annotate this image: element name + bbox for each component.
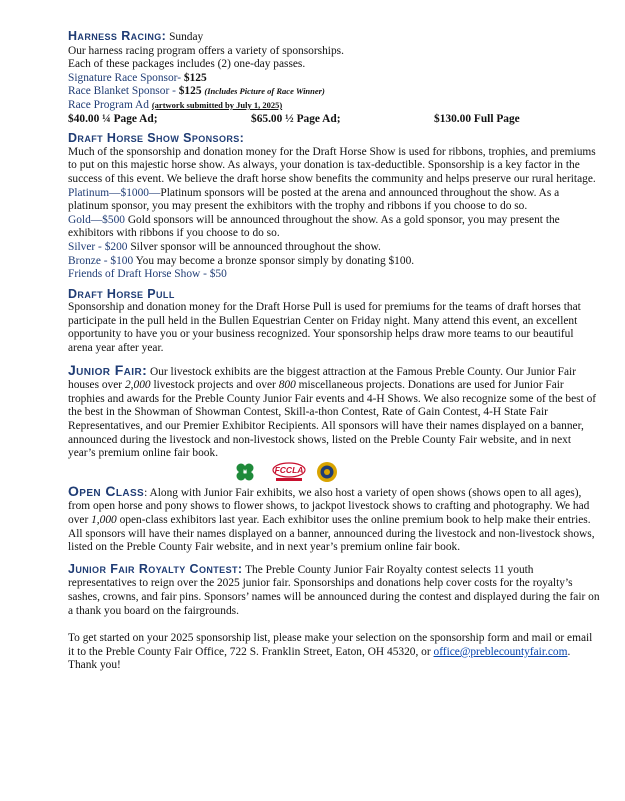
royalty-section: [68, 563, 600, 618]
harness-section: [68, 30, 600, 126]
closing-section: [68, 632, 600, 673]
gold-label: Gold—$500: [68, 213, 125, 226]
draft-show-heading: Draft Horse Show Sponsors:: [68, 131, 245, 146]
clover-logo-icon: [234, 461, 256, 483]
bronze-text: You may become a bronze sponsor simply by donating $100.: [133, 254, 415, 267]
open-class-body-a: : Along with Junior Fair exhibits, we also host a variety of open shows (shows open to all ages), from open horse and pony shows to flower shows, to jackpot livestock shows to crafting and photography. We had over: [68, 486, 590, 526]
junior-fair-num-misc: 800: [278, 379, 296, 392]
silver-label: Silver - $200: [68, 240, 128, 253]
junior-fair-body-b: livestock projects and over: [150, 379, 279, 392]
harness-intro-1: Our harness racing program offers a variety of sponsorships.: [68, 44, 344, 57]
friends-label: Friends of Draft Horse Show - $50: [68, 268, 227, 281]
price-full-page: $130.00 Full Page: [434, 112, 520, 125]
price-half-page: $65.00 ½ Page Ad;: [251, 112, 341, 125]
harness-intro-2: Each of these packages includes (2) one-day passes.: [68, 58, 306, 71]
junior-fair-logos: [68, 461, 600, 485]
fccla-logo-icon: [272, 461, 306, 483]
closing-text-1: To get started on your 2025 sponsorship list, please make your selection on the sponsorship form and mail or email it to the Preble County Fair Office, 722 S. Franklin Street, Eaton, OH 45320, or: [68, 632, 593, 658]
platinum-label: Platinum—$1000—: [68, 186, 161, 199]
draft-show-body: Much of the sponsorship and donation money for the Draft Horse Show is used for ribbons, trophies, and premiums to put on this majestic horse show. As always, your donation is tax-deductible. Sponsorship is a key factor in the success of this event. We believe the draft horse show benefits the community and helps preserve our rural heritage.: [68, 145, 596, 185]
platinum-text: Platinum sponsors will be posted at the arena and announced throughout the show. As a platinum sponsor, you may present the exhibitors with the trophy and ribbons if you choose to do so.: [68, 186, 560, 213]
open-class-num-exhibitors: 1,000: [91, 514, 117, 526]
program-ad-label: Race Program Ad: [68, 98, 149, 111]
junior-fair-section: [68, 361, 600, 485]
junior-fair-heading: Junior Fair:: [68, 361, 148, 378]
draft-pull-section: [68, 288, 600, 356]
junior-fair-body-a: Our livestock exhibits are the biggest attraction at the Famous Preble County. Our Junior Fair houses over: [68, 365, 576, 392]
junior-fair-num-projects: 2,000: [124, 379, 151, 392]
signature-sponsor-label: Signature Race Sponsor-: [68, 71, 182, 84]
draft-pull-body: Sponsorship and donation money for the Draft Horse Pull is used for premiums for the teams of draft horses that participate in the pull held in the Bullen Equestrian Center on Friday night. Many attend this event, an excellent opportunity to have you or your business recognized. Your sponsorship helps draw more teams to our beautiful arena year after year.: [68, 301, 581, 355]
program-ad-prices: [68, 113, 600, 127]
junior-fair-body-c: miscellaneous projects. Donations are used for Junior Fair trophies and awards for the Preble County Junior Fair events and 4-H Shows. We also recognize some of the best of the best in the Showman of Showman Contest, Skill-a-thon Contest, Rate of Gain Contest, 4-H State Fair Representatives, and our Premier Exhibitor Recipients. All sponsors will have their names displayed on a banner, announced during the livestock and non-livestock shows, listed on the Preble County Fair website, and in next year’s premium online fair book.: [68, 379, 597, 460]
harness-heading: Harness Racing:: [68, 29, 167, 43]
document-page: [68, 30, 600, 673]
svg-text:H: H: [243, 469, 247, 476]
silver-text: Silver sponsor will be announced throughout the show.: [127, 240, 381, 253]
bronze-label: Bronze - $100: [68, 254, 134, 267]
royalty-body: The Preble County Junior Fair Royalty contest selects 11 youth representatives to reign over the 2025 junior fair. Sponsorships and donations help cover costs for the royalty’s sashes, crowns, and fair pins. Sponsors’ names will be announced during the contest and displayed during the fair on a thank you board on the fairgrounds.: [68, 563, 600, 617]
open-class-body-b: open-class exhibitors last year. Each exhibitor uses the online premium book to help make their entries. All sponsors will have their names displayed on a banner, announced during the livestock and non-livestock shows, listed on the Preble County Fair website, and in next year’s premium online fair book.: [68, 514, 595, 554]
blanket-sponsor-note: (Includes Picture of Race Winner): [204, 86, 325, 97]
signature-sponsor-price: $125: [183, 71, 207, 84]
draft-show-section: [68, 132, 600, 282]
program-ad-note: (artwork submitted by July 1, 2025): [151, 99, 283, 110]
closing-text-2: . Thank you!: [68, 645, 571, 672]
ffa-emblem-icon: [316, 461, 338, 483]
fccla-logo-text: FCCLA: [274, 464, 304, 475]
royalty-heading: Junior Fair Royalty Contest:: [68, 561, 243, 576]
draft-pull-heading: Draft Horse Pull: [68, 286, 175, 301]
office-email-link[interactable]: office@preblecountyfair.com: [433, 645, 568, 658]
open-class-heading: Open Class: [68, 482, 145, 499]
price-quarter-page: $40.00 ¼ Page Ad;: [68, 112, 158, 125]
blanket-sponsor-price: $125: [178, 85, 202, 98]
gold-text: Gold sponsors will be announced throughout the show. As a gold sponsor, you may present the exhibitors with ribbons if you choose to do so.: [68, 213, 560, 240]
harness-day: Sunday: [169, 31, 204, 43]
blanket-sponsor-label: Race Blanket Sponsor -: [68, 85, 176, 98]
open-class-section: [68, 482, 600, 555]
